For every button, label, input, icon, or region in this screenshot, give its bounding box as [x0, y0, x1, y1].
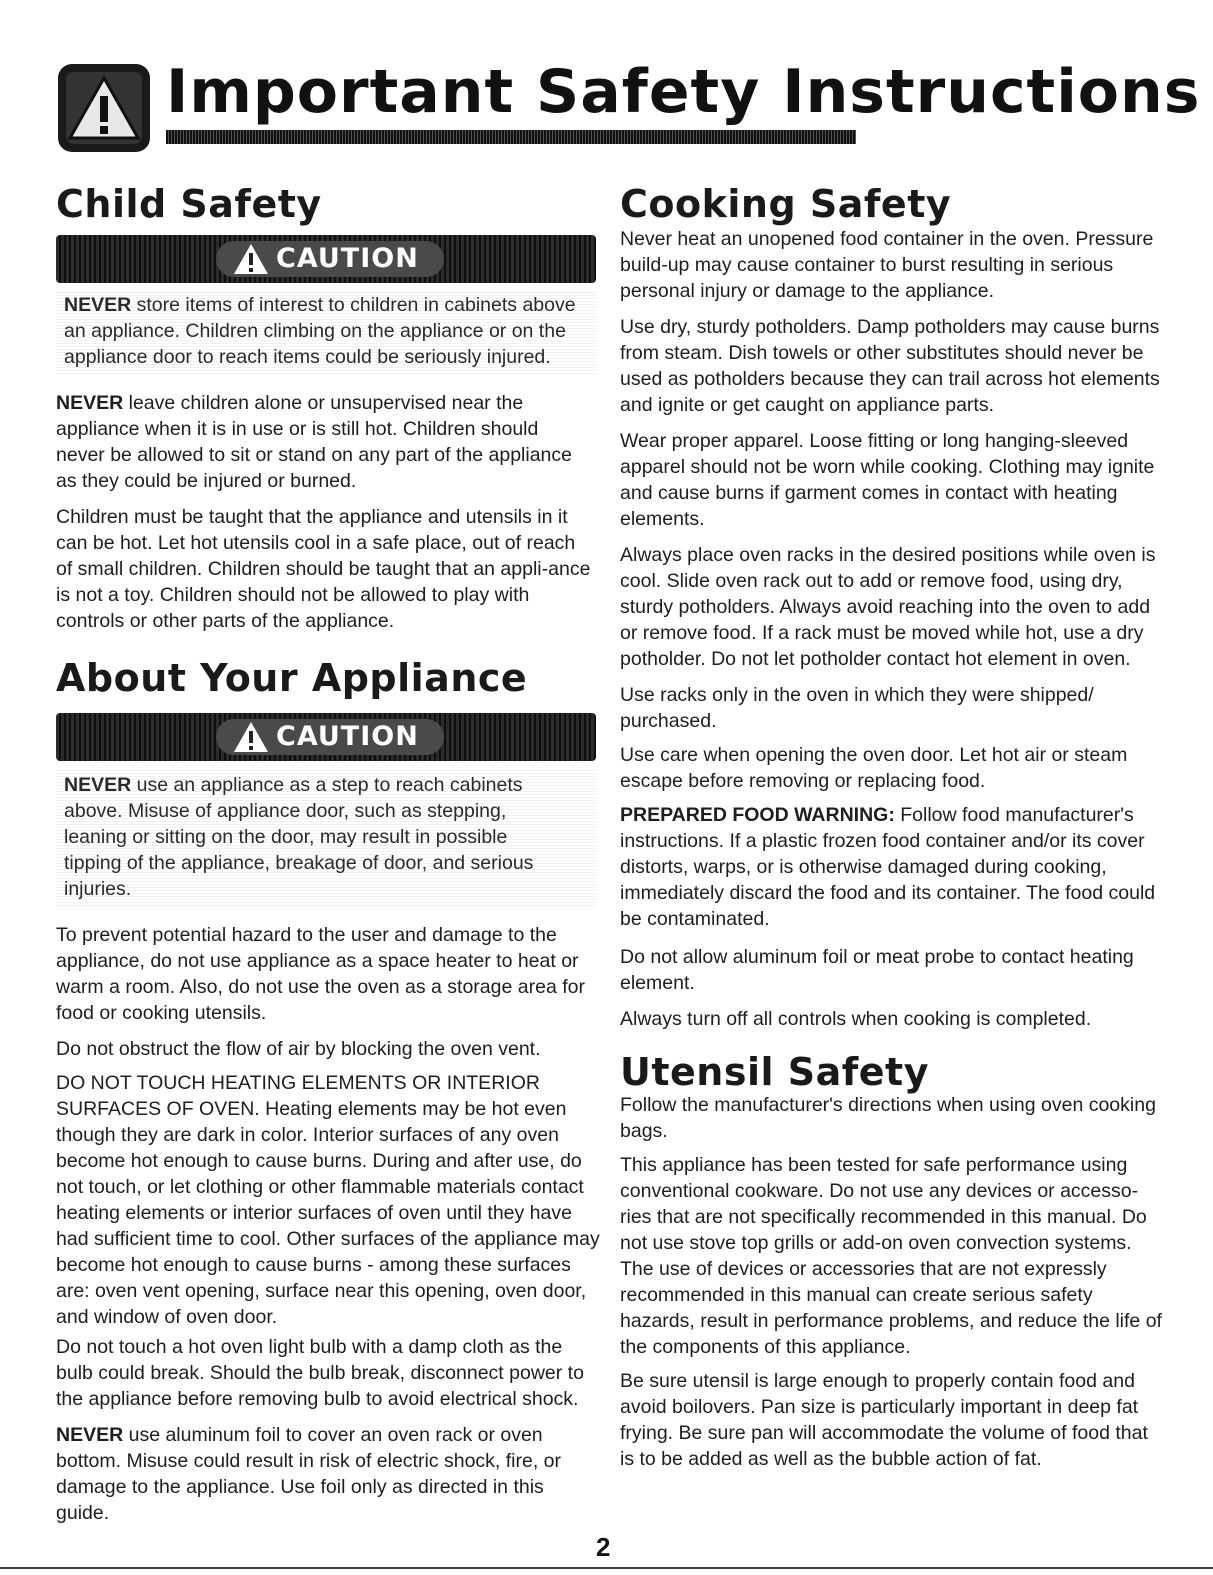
paragraph: Use racks only in the oven in which they were shipped/ purchased.: [620, 684, 1094, 732]
paragraph: Do not obstruct the flow of air by blocking the oven vent.: [56, 1038, 541, 1060]
paragraph-body: leave children alone or unsupervised near the appliance when it is in use or is still hot. Children should never be allowed to sit or stand on any part of the appliance as they could be injured or burned.: [56, 392, 572, 492]
warning-triangle-icon: [58, 64, 150, 152]
caution-body: store items of interest to children in cabinets above an appliance. Children climbing on the appliance or on the appliance door to reach items could be seriously injured.: [64, 294, 576, 368]
paragraph-lead: NEVER: [56, 392, 124, 414]
paragraph: Follow the manufacturer's directions when using oven cooking bags.: [620, 1094, 1156, 1142]
paragraph: [56, 1422, 592, 1526]
section-title-child-safety: Child Safety: [56, 182, 322, 226]
caution-label: CAUTION: [276, 243, 419, 274]
paragraph: Use dry, sturdy potholders. Damp potholders may cause burns from steam. Dish towels or other substitutes should never be used as potholders because they can trail across hot elements and ignite or get caught on appliance parts.: [620, 316, 1160, 416]
paragraph: To prevent potential hazard to the user and damage to the appliance, do not use appliance as a space heater to heat or warm a room. Also, do not use the oven as a storage area for food or cooking utensils.: [56, 924, 585, 1024]
paragraph-lead: PREPARED FOOD WARNING:: [620, 804, 895, 826]
caution-banner: [56, 235, 596, 283]
caution-box: [56, 770, 596, 906]
page-number: 2: [596, 1532, 611, 1562]
section-title-cooking-safety: Cooking Safety: [620, 182, 952, 226]
page-header: [58, 56, 1201, 156]
bottom-rule: [0, 1567, 1213, 1569]
caution-lead: NEVER: [64, 774, 132, 796]
paragraph: Be sure utensil is large enough to properly contain food and avoid boilovers. Pan size is particularly important in deep fat frying. Be sure pan will accommodate the volume of food that is to be added as well as the bubble action of fat.: [620, 1370, 1148, 1470]
paragraph: Children must be taught that the appliance and utensils in it can be hot. Let hot utensils cool in a safe place, out of reach of small children. Children should be taught that an appli-ance is not a toy. Children should not be allowed to play with controls or other parts of the appliance.: [56, 506, 591, 632]
paragraph: Never heat an unopened food container in the oven. Pressure build-up may cause container to burst resulting in serious personal injury or damage to the appliance.: [620, 228, 1154, 302]
caution-box: [56, 290, 596, 374]
caution-text: [64, 292, 592, 370]
section-title-utensil-safety: Utensil Safety: [620, 1050, 929, 1094]
caution-banner: [56, 713, 596, 761]
paragraph-body: use aluminum foil to cover an oven rack or oven bottom. Misuse could result in risk of electric shock, fire, or damage to the appliance. Use foil only as directed in this guide.: [56, 1424, 562, 1524]
paragraph: Use care when opening the oven door. Let hot air or steam escape before removing or replacing food.: [620, 744, 1128, 792]
paragraph: [620, 802, 1165, 932]
caution-lead: NEVER: [64, 294, 132, 316]
header-rule: [166, 130, 856, 144]
warning-triangle-icon: [232, 720, 270, 754]
paragraph: Do not allow aluminum foil or meat probe to contact heating element.: [620, 946, 1134, 994]
paragraph: Always place oven racks in the desired positions while oven is cool. Slide oven rack out to add or remove food, using dry, sturdy potholders. Always avoid reaching into the oven to add or remove food. If a rack must be moved while hot, use a dry potholder. Do not let potholder contact hot element in oven.: [620, 544, 1156, 670]
paragraph: [56, 390, 592, 494]
paragraph: Do not touch a hot oven light bulb with a damp cloth as the bulb could break. Should the bulb break, disconnect power to the appliance before removing bulb to avoid electrical shock.: [56, 1336, 584, 1410]
paragraph: This appliance has been tested for safe performance using conventional cookware. Do not use any devices or accesso-ries that are not specifically recommended in this manual. Do not use stove top grills or add-on oven convection systems. The use of devices or accessories that are not expressly recommended in this manual can create serious safety hazards, result in performance problems, and reduce the life of the components of this appliance.: [620, 1154, 1162, 1358]
section-title-about-your-appliance: About Your Appliance: [56, 656, 528, 700]
paragraph: Always turn off all controls when cooking is completed.: [620, 1008, 1092, 1030]
caution-body: use an appliance as a step to reach cabinets above. Misuse of appliance door, such as stepping, leaning or sitting on the door, may result in possible tipping of the appliance, breakage of door, and serious injuries.: [64, 774, 534, 900]
caution-label: CAUTION: [276, 721, 419, 752]
paragraph: DO NOT TOUCH HEATING ELEMENTS OR INTERIOR SURFACES OF OVEN. Heating elements may be hot even though they are dark in color. Interior surfaces of any oven become hot enough to cause burns. During and after use, do not touch, or let clothing or other flammable materials contact heating elements or interior surfaces of oven until they have had sufficient time to cool. Other surfaces of the appliance may become hot enough to cause burns - among these surfaces are: oven vent opening, surface near this opening, oven door, and window of oven door.: [56, 1072, 600, 1328]
paragraph-lead: NEVER: [56, 1424, 124, 1446]
warning-triangle-icon: [232, 242, 270, 276]
caution-text: [64, 772, 564, 902]
paragraph-body: Follow food manufacturer's instructions. If a plastic frozen food container and/or its cover distorts, warps, or is otherwise damaged during cooking, immediately discard the food and its container. The food could be contaminated.: [620, 804, 1156, 930]
page-title: Important Safety Instructions: [166, 57, 1201, 127]
paragraph: Wear proper apparel. Loose fitting or long hanging-sleeved apparel should not be worn while cooking. Clothing may ignite and cause burns if garment comes in contact with heating elements.: [620, 430, 1155, 530]
